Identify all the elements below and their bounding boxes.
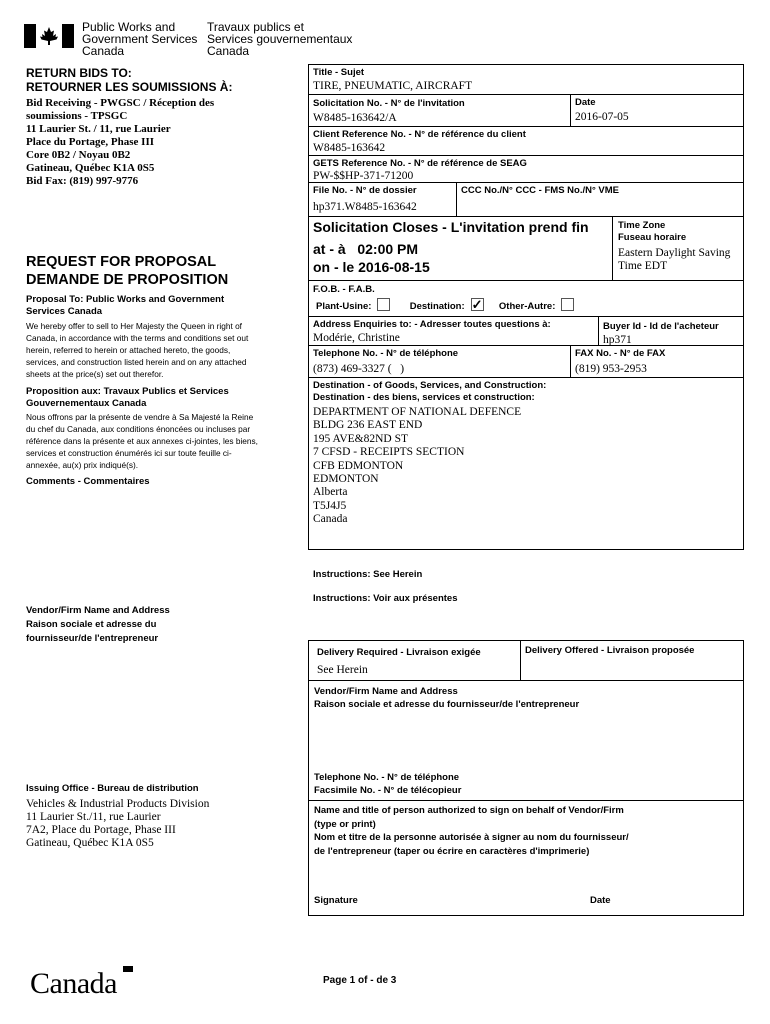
date-label: Date bbox=[575, 97, 596, 108]
date-value: 2016-07-05 bbox=[575, 111, 629, 123]
timezone-label-en: Time Zone bbox=[618, 220, 666, 231]
closes-on-label: on - le bbox=[313, 259, 355, 275]
address-line: Bid Fax: (819) 997-9776 bbox=[26, 175, 139, 187]
office-line: 7A2, Place du Portage, Phase III bbox=[26, 824, 176, 836]
address-enquiries-value: Modérie, Christine bbox=[313, 332, 400, 344]
address-line: 11 Laurier St. / 11, rue Laurier bbox=[26, 123, 171, 135]
destination-line: 7 CFSD - RECEIPTS SECTION bbox=[313, 446, 465, 459]
proposition-aux-text: Nous offrons par la présente de vendre à Sa Majesté la Reine du chef du Canada, aux conditions énoncées ou incluses par référence dans la présente et aux annexes ci-jointes, les biens, services et construction énumérés ici sur toute feuille ci-annexée, au(x) prix indiqué(s). bbox=[26, 412, 258, 470]
authorized-line: de l'entrepreneur (taper ou écrire en caractères d'imprimerie) bbox=[314, 845, 590, 857]
destination-line: BLDG 236 EAST END bbox=[313, 419, 423, 432]
request-title-fr: DEMANDE DE PROPOSITION bbox=[26, 272, 229, 288]
ccc-label: CCC No./N° CCC - FMS No./N° VME bbox=[461, 185, 620, 196]
phone-value: (873) 469-3327 ( ) bbox=[313, 363, 405, 375]
buyer-label: Buyer Id - Id de l'acheteur bbox=[603, 321, 719, 332]
proposal-to-heading: Proposal To: Public Works and Government Services Canada bbox=[26, 294, 225, 317]
office-line: Gatineau, Québec K1A 0S5 bbox=[26, 837, 154, 849]
buyer-value: hp371 bbox=[603, 334, 632, 346]
vendor-fax-label: Facsimile No. - N° de télécopieur bbox=[314, 785, 462, 796]
gets-value: PW-$$HP-371-71200 bbox=[313, 170, 414, 182]
vendor-label-line: fournisseur/de l'entrepreneur bbox=[26, 633, 159, 644]
instructions-fr: Instructions: Voir aux présentes bbox=[313, 593, 458, 604]
timezone-value-1: Eastern Daylight Saving bbox=[618, 247, 731, 259]
destination-line: Alberta bbox=[313, 486, 348, 499]
canada-wordmark: Canada bbox=[30, 967, 117, 1000]
org-en-line: Public Works and bbox=[82, 20, 176, 34]
address-line: Core 0B2 / Noyau 0B2 bbox=[26, 149, 131, 161]
delivery-required-value: See Herein bbox=[317, 664, 368, 676]
title-label: Title - Sujet bbox=[313, 67, 365, 78]
phone-label: Telephone No. - N° de téléphone bbox=[313, 348, 459, 359]
org-en-line: Canada bbox=[82, 44, 125, 58]
request-title-en: REQUEST FOR PROPOSAL bbox=[26, 254, 217, 270]
fax-value: (819) 953-2953 bbox=[575, 363, 647, 375]
return-bids-title-fr: RETOURNER LES SOUMISSIONS À: bbox=[26, 80, 233, 94]
office-line: Vehicles & Industrial Products Division bbox=[26, 798, 210, 810]
vendor-right-label-fr: Raison sociale et adresse du fournisseur/de l'entrepreneur bbox=[314, 699, 580, 710]
client-ref-label: Client Reference No. - N° de référence du client bbox=[313, 129, 526, 140]
destination-checkbox[interactable] bbox=[471, 298, 484, 311]
plant-checkbox[interactable] bbox=[377, 298, 390, 311]
page-number: Page 1 of - de 3 bbox=[323, 975, 397, 986]
office-line: 11 Laurier St./11, rue Laurier bbox=[26, 811, 161, 823]
delivery-offered-label: Delivery Offered - Livraison proposée bbox=[525, 645, 695, 656]
timezone-label-fr: Fuseau horaire bbox=[618, 232, 687, 243]
fax-label: FAX No. - N° de FAX bbox=[575, 348, 666, 359]
return-bids-title-en: RETURN BIDS TO: bbox=[26, 66, 132, 80]
closes-time: 02:00 PM bbox=[357, 241, 419, 257]
vendor-right-label-en: Vendor/Firm Name and Address bbox=[314, 686, 458, 697]
other-checkbox[interactable] bbox=[561, 298, 574, 311]
file-label: File No. - N° de dossier bbox=[313, 185, 417, 196]
authorized-line: Name and title of person authorized to sign on behalf of Vendor/Firm bbox=[314, 805, 624, 816]
authorized-line: (type or print) bbox=[314, 818, 376, 830]
address-line: Place du Portage, Phase III bbox=[26, 136, 155, 148]
closes-on bbox=[313, 259, 430, 275]
org-fr-line: Services gouvernementaux bbox=[207, 32, 353, 46]
return-bids-address bbox=[26, 97, 214, 188]
gets-label: GETS Reference No. - N° de référence de SEAG bbox=[313, 158, 527, 169]
fob-options bbox=[316, 297, 574, 313]
timezone-label bbox=[618, 220, 686, 244]
destination-line: 195 AVE&82ND ST bbox=[313, 432, 408, 445]
solicitation-label: Solicitation No. - N° de l'invitation bbox=[313, 98, 465, 109]
destination-line: DEPARTMENT OF NATIONAL DEFENCE bbox=[313, 406, 522, 418]
vendor-phone-label: Telephone No. - N° de téléphone bbox=[314, 772, 460, 783]
title-value: TIRE, PNEUMATIC, AIRCRAFT bbox=[313, 80, 473, 92]
client-ref-value: W8485-163642 bbox=[313, 142, 386, 154]
closes-date: 2016-08-15 bbox=[358, 259, 430, 275]
comments-label: Comments - Commentaires bbox=[26, 476, 150, 487]
request-title bbox=[26, 253, 228, 289]
file-value: hp371.W8485-163642 bbox=[313, 201, 417, 213]
destination-label: Destination: bbox=[409, 301, 465, 313]
authorized-person-label bbox=[314, 804, 629, 858]
org-fr-line: Travaux publics et bbox=[207, 20, 304, 34]
destination-line: T5J4J5 bbox=[313, 499, 347, 512]
address-line: soumissions - TPSGC bbox=[26, 110, 128, 122]
delivery-required-label: Delivery Required - Livraison exigée bbox=[317, 647, 481, 658]
timezone-value bbox=[618, 247, 730, 273]
vendor-label-line: Raison sociale et adresse du bbox=[26, 619, 157, 630]
wordmark-flag-icon bbox=[123, 966, 133, 972]
address-enquiries-label: Address Enquiries to: - Adresser toutes questions à: bbox=[313, 319, 551, 330]
address-line: Gatineau, Québec K1A 0S5 bbox=[26, 162, 155, 174]
return-bids-title bbox=[26, 66, 232, 94]
org-fr-line: Canada bbox=[207, 44, 250, 58]
vendor-right-label bbox=[314, 685, 579, 711]
other-label: Other-Autre: bbox=[498, 301, 556, 313]
vendor-left-label bbox=[26, 604, 170, 646]
destination-address bbox=[313, 406, 521, 527]
signature-label: Signature bbox=[314, 895, 358, 906]
fob-label: F.O.B. - F.A.B. bbox=[313, 284, 375, 295]
canada-flag-icon bbox=[24, 24, 74, 48]
instructions-en: Instructions: See Herein bbox=[313, 569, 423, 580]
issuing-office-label: Issuing Office - Bureau de distribution bbox=[26, 783, 199, 794]
authorized-line: Nom et titre de la personne autorisée à signer au nom du fournisseur/ bbox=[314, 832, 629, 843]
proposition-aux-heading: Proposition aux: Travaux Publics et Services Gouvernementaux Canada bbox=[26, 386, 229, 409]
timezone-value-2: Time EDT bbox=[618, 260, 668, 272]
destination-goods-label bbox=[313, 380, 546, 404]
plant-label: Plant-Usine: bbox=[316, 301, 372, 313]
org-name-en bbox=[82, 21, 197, 57]
org-name-fr bbox=[207, 21, 352, 57]
org-en-line: Government Services bbox=[82, 32, 198, 46]
address-line: Bid Receiving - PWGSC / Réception des bbox=[26, 97, 215, 109]
destination-goods-label-en: Destination - of Goods, Services, and Construction: bbox=[313, 380, 547, 391]
closes-at bbox=[313, 241, 418, 257]
check-icon: ✓ bbox=[471, 297, 483, 312]
signature-date-label: Date bbox=[590, 895, 611, 906]
destination-line: EDMONTON bbox=[313, 473, 379, 486]
vendor-contact-labels bbox=[314, 771, 461, 797]
vendor-label-line: Vendor/Firm Name and Address bbox=[26, 605, 170, 616]
destination-line: Canada bbox=[313, 513, 348, 526]
proposal-to-text: We hereby offer to sell to Her Majesty the Queen in right of Canada, in accordance with the terms and conditions set out herein, referred to herein or attached hereto, the goods, services, and construction listed herein and on any attached sheets at the price(s) set out therefor. bbox=[26, 321, 249, 379]
destination-line: CFB EDMONTON bbox=[313, 459, 404, 472]
solicitation-value: W8485-163642/A bbox=[313, 112, 397, 124]
closes-title: Solicitation Closes - L'invitation prend fin bbox=[313, 219, 589, 235]
closes-at-label: at - à bbox=[313, 241, 346, 257]
issuing-office-address bbox=[26, 798, 209, 850]
destination-goods-label-fr: Destination - des biens, services et construction: bbox=[313, 392, 535, 403]
